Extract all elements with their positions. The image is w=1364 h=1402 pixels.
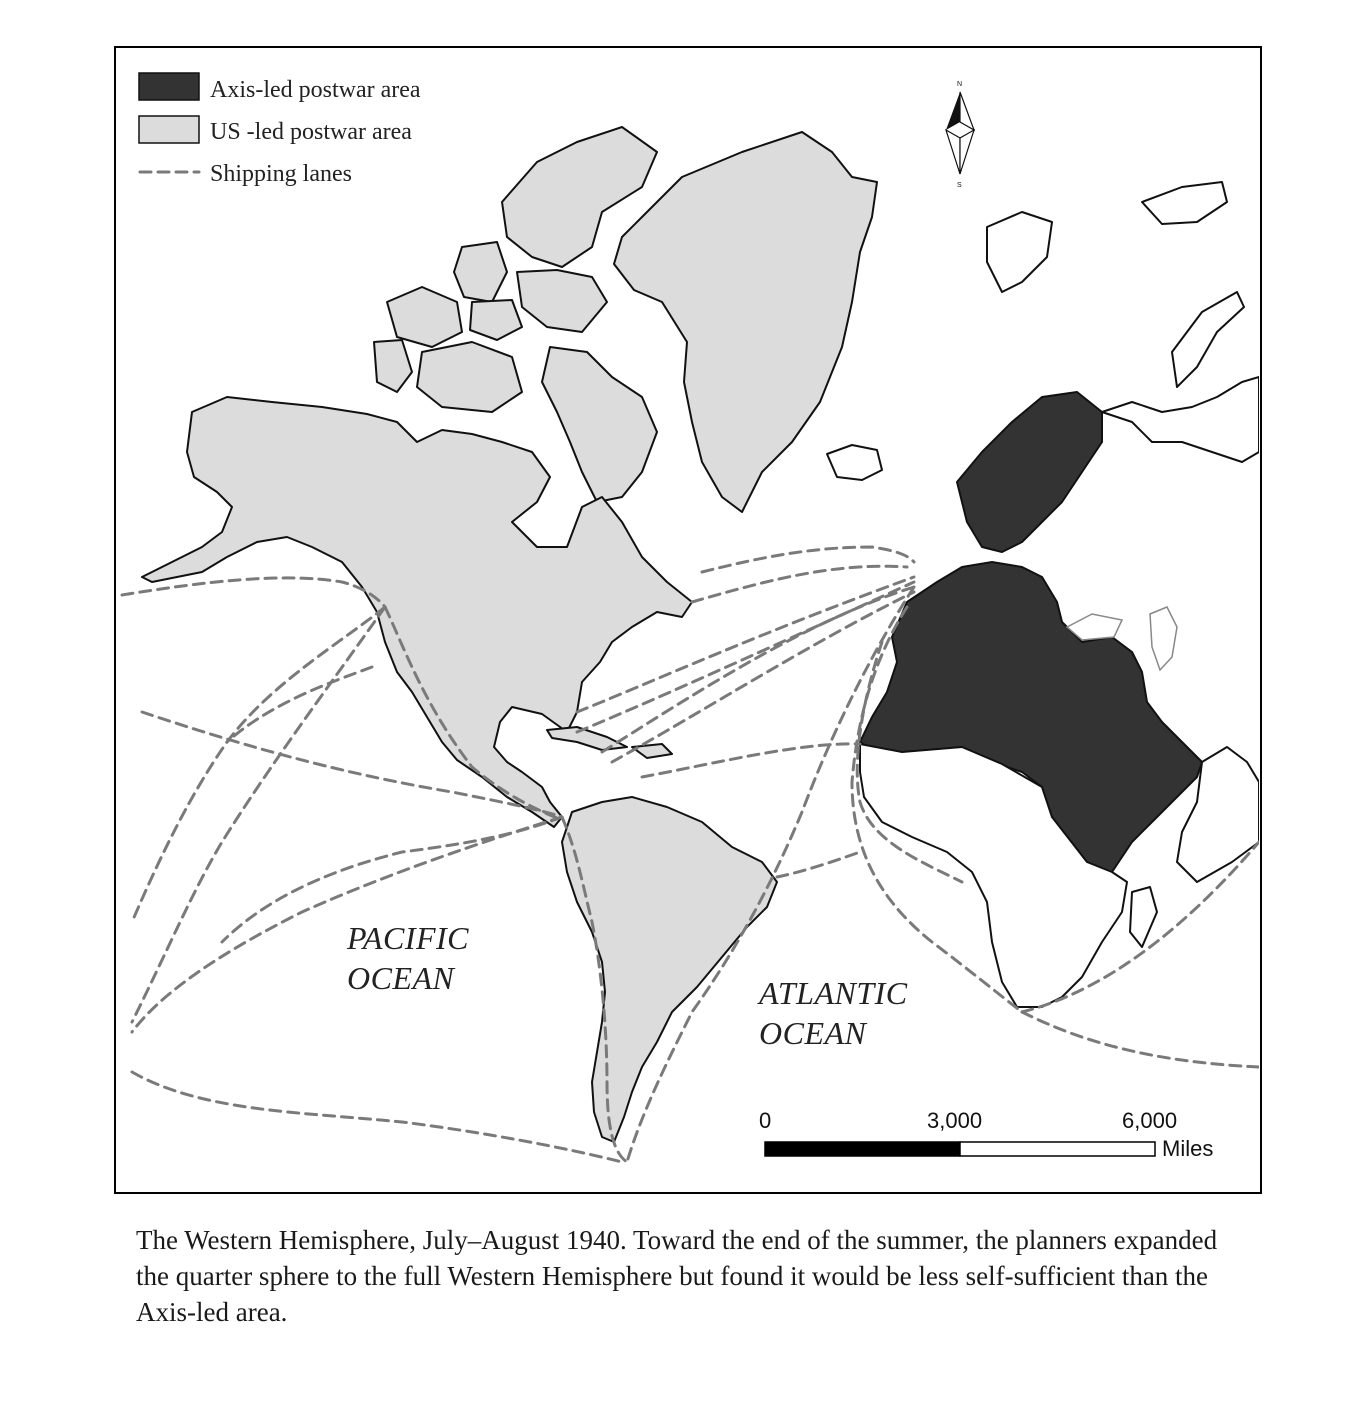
lane-guiana-atlantic bbox=[777, 852, 860, 877]
lane-atlantic-north bbox=[692, 566, 907, 602]
hispaniola bbox=[632, 744, 672, 758]
map-frame bbox=[114, 46, 1262, 1194]
scale-tick-3000: 3,000 bbox=[927, 1108, 983, 1133]
atlantic-ocean-label-line2: OCEAN bbox=[759, 1015, 867, 1051]
svalbard bbox=[987, 212, 1052, 292]
pacific-ocean-label-line1: PACIFIC bbox=[347, 920, 470, 956]
legend-swatch-axis bbox=[139, 73, 199, 100]
atlantic-ocean-label-line1: ATLANTIC bbox=[759, 975, 908, 1011]
arctic-island-melville bbox=[470, 300, 522, 340]
madagascar bbox=[1130, 887, 1157, 947]
lane-mexico-west bbox=[227, 667, 372, 742]
arctic-island-west-2 bbox=[387, 287, 462, 347]
legend-label-us: US -led postwar area bbox=[210, 119, 412, 145]
map-caption: The Western Hemisphere, July–August 1940. Toward the end of the summer, the planners expanded the quarter sphere to the full Western Hemisphere but found it would be less self-sufficient than the Axis-led area. bbox=[136, 1225, 1218, 1327]
iceland bbox=[827, 445, 882, 480]
novaya-zemlya bbox=[1172, 292, 1244, 387]
scandinavia bbox=[957, 392, 1102, 552]
lane-south-pacific-horn bbox=[132, 1072, 622, 1162]
legend bbox=[139, 73, 421, 187]
arctic-island-victoria bbox=[417, 342, 522, 412]
scale-tick-0: 0 bbox=[759, 1108, 772, 1133]
legend-label-shipping: Shipping lanes bbox=[210, 161, 352, 187]
russia-north bbox=[1102, 377, 1259, 462]
cuba bbox=[547, 727, 627, 750]
arctic-island-west-1 bbox=[454, 242, 507, 302]
lane-pacific-mid-north bbox=[132, 607, 385, 922]
lane-pacific-north bbox=[122, 578, 385, 607]
scale-bar-segment-empty bbox=[960, 1142, 1155, 1156]
arctic-island-devon bbox=[517, 270, 607, 332]
franz-josef-land bbox=[1142, 182, 1227, 224]
lane-atlantic-curve bbox=[702, 547, 914, 572]
legend-swatch-us bbox=[139, 116, 199, 143]
compass-north-label: N bbox=[957, 81, 963, 88]
legend-label-axis: Axis-led postwar area bbox=[210, 77, 421, 103]
arctic-island-baffin bbox=[542, 347, 657, 502]
scale-unit: Miles bbox=[1162, 1136, 1214, 1161]
scale-bar bbox=[759, 1108, 1213, 1161]
scale-bar-segment-filled bbox=[765, 1142, 960, 1156]
scale-tick-6000: 6,000 bbox=[1122, 1108, 1178, 1133]
south-america bbox=[562, 797, 777, 1142]
arctic-island-banks bbox=[374, 340, 412, 392]
compass-south-label: S bbox=[957, 182, 962, 189]
lane-cape-south-atlantic bbox=[1022, 1012, 1259, 1067]
pacific-ocean-label-line2: OCEAN bbox=[347, 960, 455, 996]
north-arrow-icon bbox=[946, 81, 974, 189]
caspian-sea bbox=[1150, 607, 1177, 670]
world-map bbox=[116, 48, 1259, 1191]
